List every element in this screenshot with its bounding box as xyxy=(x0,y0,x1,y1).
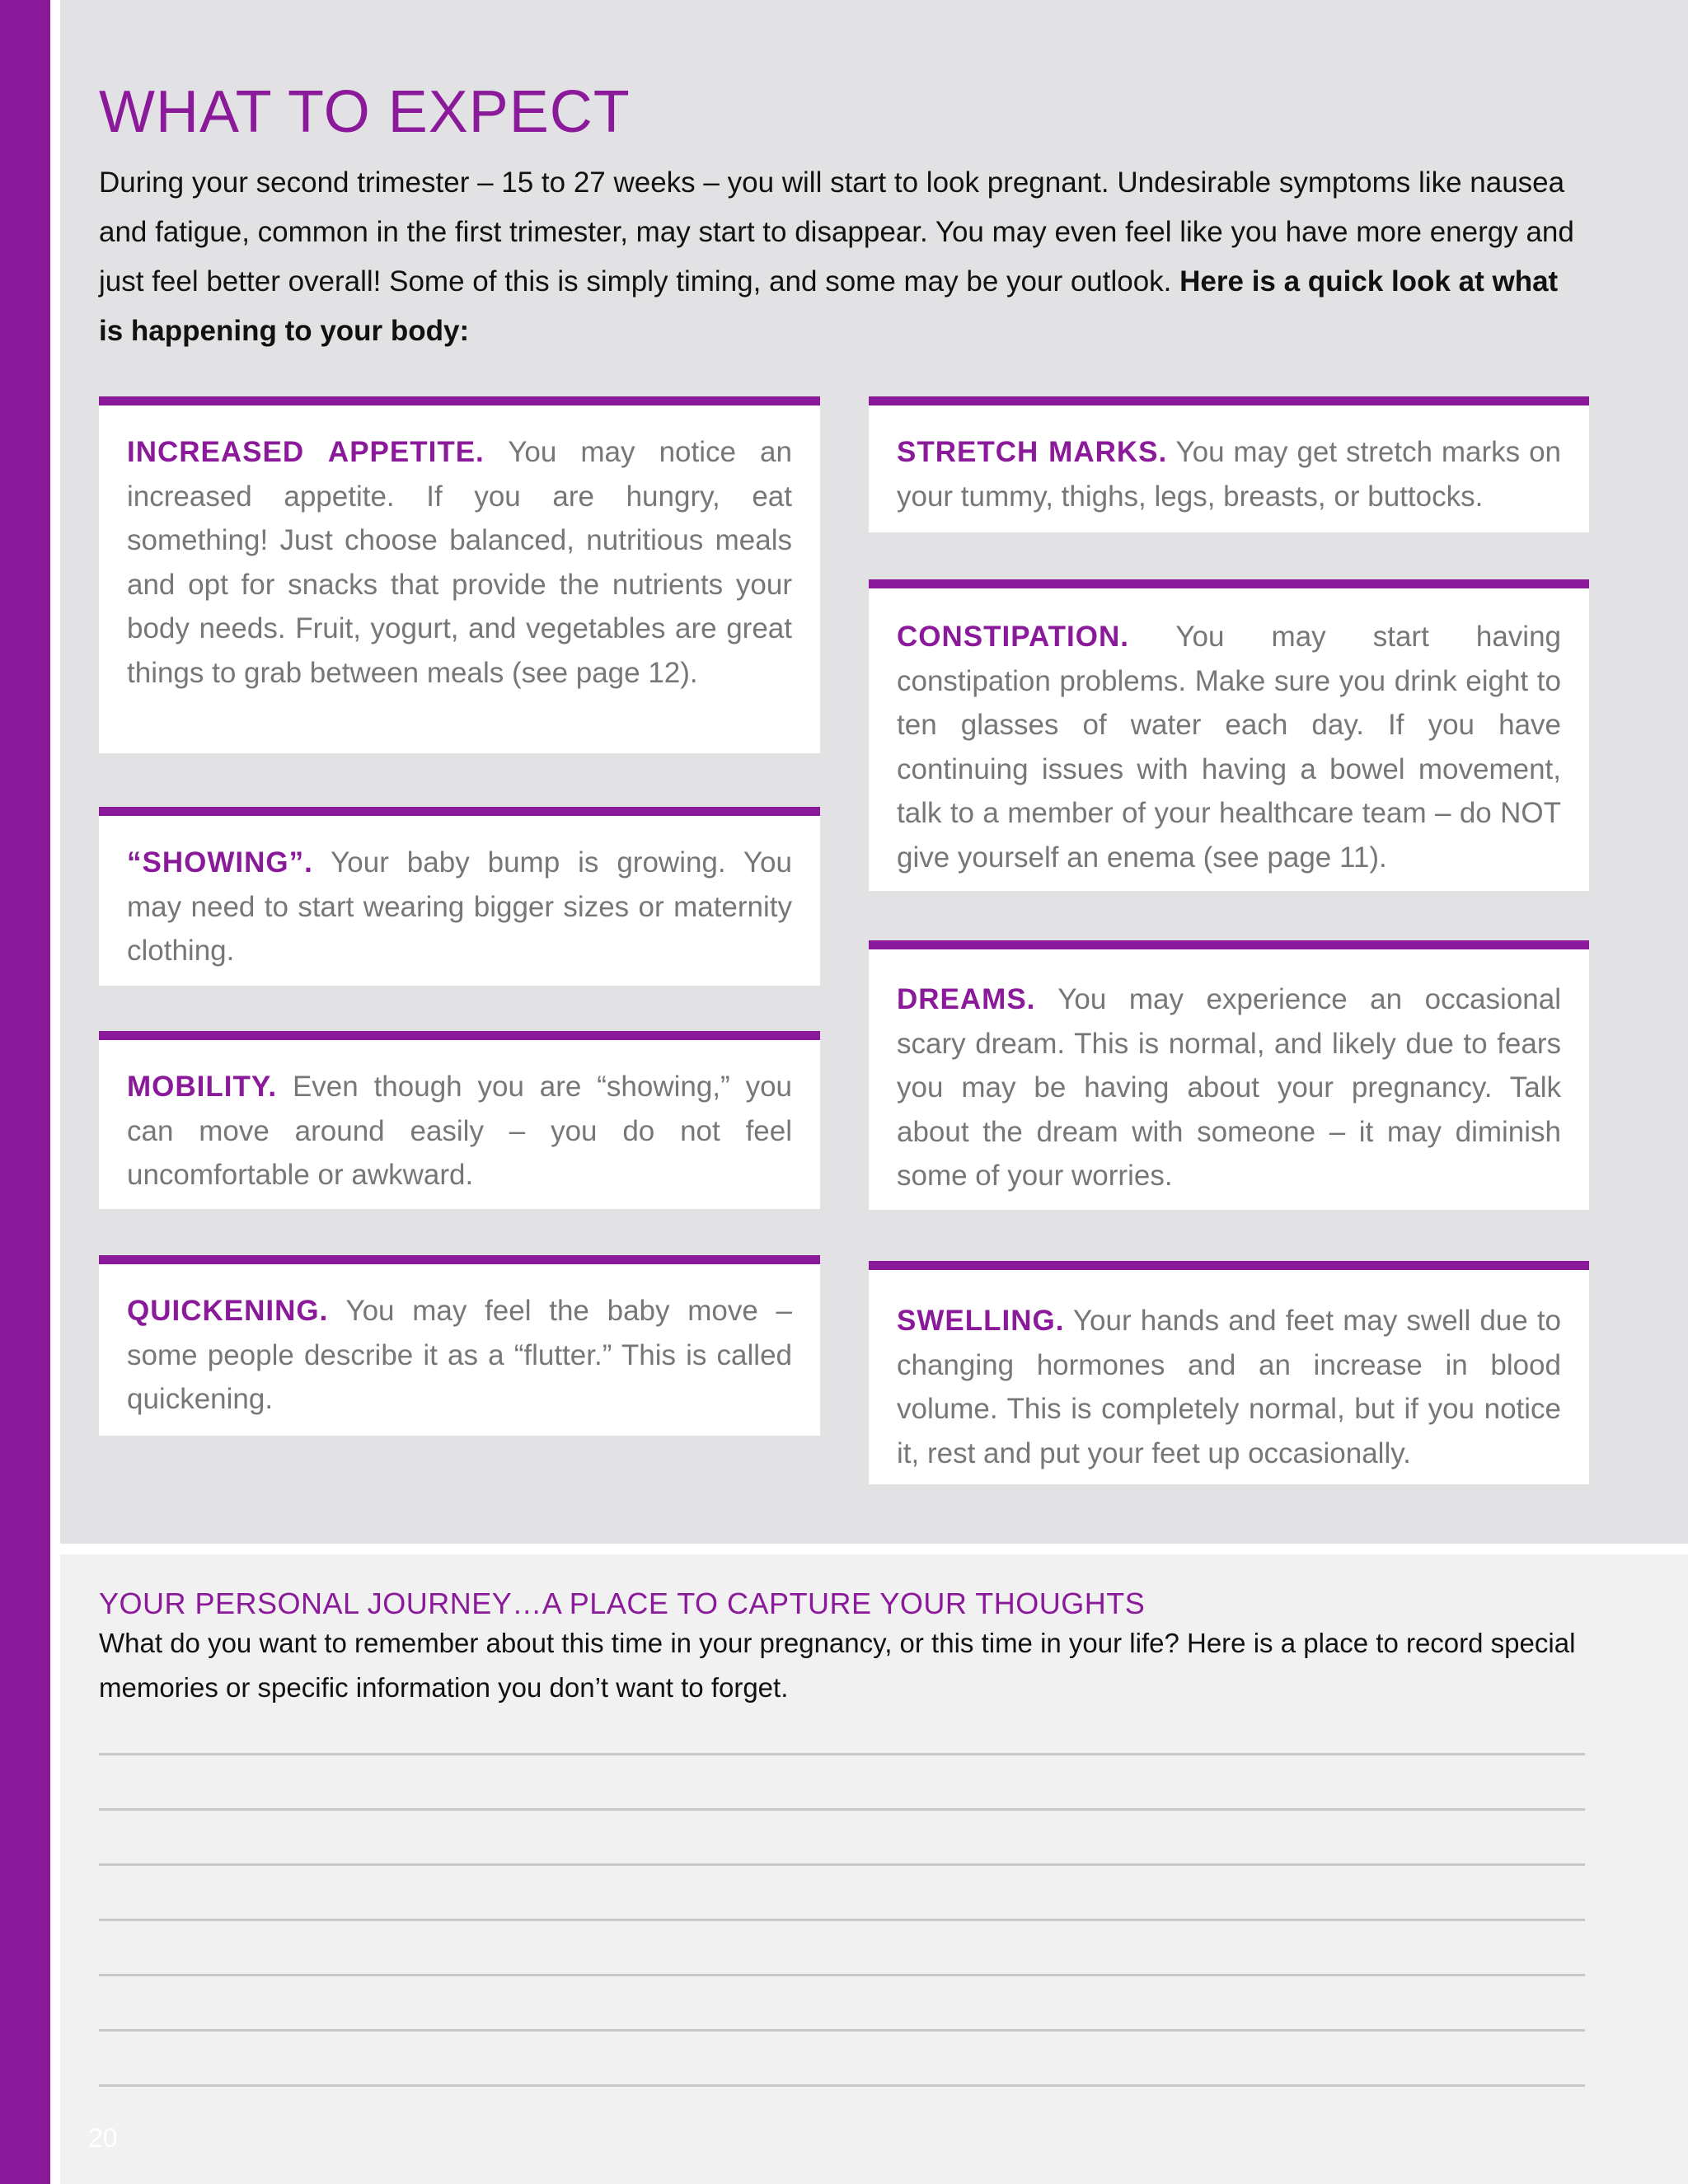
writing-line[interactable] xyxy=(99,1974,1585,1976)
card-heading: STRETCH MARKS. xyxy=(897,436,1168,468)
journey-instructions: What do you want to remember about this time in your pregnancy, or this time in your life? Here is a place to record special memories or specific information you don’t want to forget. xyxy=(99,1628,1576,1703)
writing-line[interactable] xyxy=(99,2084,1585,2087)
card-heading: “SHOWING”. xyxy=(127,846,313,879)
card-body: Your baby bump is growing. You may need to start wearing bigger sizes or maternity clothing. xyxy=(127,846,792,968)
card-body: You may start having constipation problems. Make sure you drink eight to ten glasses of water each day. If you have continuing issues with having a bowel movement, talk to a member of your healthcare team – do NOT give yourself an enema (see page 11). xyxy=(897,621,1562,874)
card-constipation xyxy=(869,579,1589,891)
writing-line[interactable] xyxy=(99,1753,1585,1755)
page-title: WHAT TO EXPECT xyxy=(99,79,631,145)
card-heading: MOBILITY. xyxy=(127,1071,278,1103)
intro-text: During your second trimester – 15 to 27 weeks – you will start to look pregnant. Undesirable symptoms like nausea and fatigue, common in the first trimester, may start to disappear. You may even feel like you have more energy and just feel better overall! Some of this is simply timing, and some may be your outlook. xyxy=(99,166,1574,298)
card-mobility xyxy=(99,1031,820,1209)
card-body: Your hands and feet may swell due to changing hormones and an increase in blood volume. This is completely normal, but if you notice it, rest and put your feet up occasionally. xyxy=(897,1305,1562,1469)
card-heading: DREAMS. xyxy=(897,983,1036,1015)
card-dreams xyxy=(869,940,1589,1210)
intro-bold-text: Here is a quick look at what is happening to your body: xyxy=(99,265,1559,347)
card-body: You may get stretch marks on your tummy, thighs, legs, breasts, or buttocks. xyxy=(897,436,1561,513)
writing-line[interactable] xyxy=(99,2029,1585,2032)
card-increased-appetite xyxy=(99,396,820,753)
card-heading: QUICKENING. xyxy=(127,1295,329,1327)
card-body: You may experience an occasional scary dream. This is normal, and likely due to fears you may be having about your pregnancy. Talk about the dream with someone – it may diminish some of your worries. xyxy=(897,983,1561,1193)
card-swelling xyxy=(869,1261,1589,1484)
card-body: Even though you are “showing,” you can move around easily – you do not feel uncomfortable or awkward. xyxy=(127,1071,792,1192)
journey-heading: YOUR PERSONAL JOURNEY…A PLACE TO CAPTURE YOUR THOUGHTS xyxy=(99,1586,1146,1620)
card-body: You may feel the baby move – some people describe it as a “flutter.” This is called quickening. xyxy=(127,1295,793,1416)
page-number: 20 xyxy=(88,2123,118,2153)
writing-line[interactable] xyxy=(99,1863,1585,1866)
card-showing xyxy=(99,807,820,986)
writing-line[interactable] xyxy=(99,1919,1585,1921)
writing-line[interactable] xyxy=(99,1808,1585,1811)
card-heading: INCREASED APPETITE. xyxy=(127,436,485,468)
intro-paragraph xyxy=(99,158,1574,356)
card-heading: CONSTIPATION. xyxy=(897,621,1129,653)
card-quickening xyxy=(99,1255,820,1436)
left-accent-bar xyxy=(0,0,50,2184)
card-heading: SWELLING. xyxy=(897,1305,1065,1337)
card-stretch-marks xyxy=(869,396,1589,532)
card-body: You may notice an increased appetite. If you are hungry, eat something! Just choose balanced, nutritious meals and opt for snacks that provide the nutrients your body needs. Fruit, yogurt, and vegetables are great things to grab between meals (see page 12). xyxy=(127,436,792,689)
